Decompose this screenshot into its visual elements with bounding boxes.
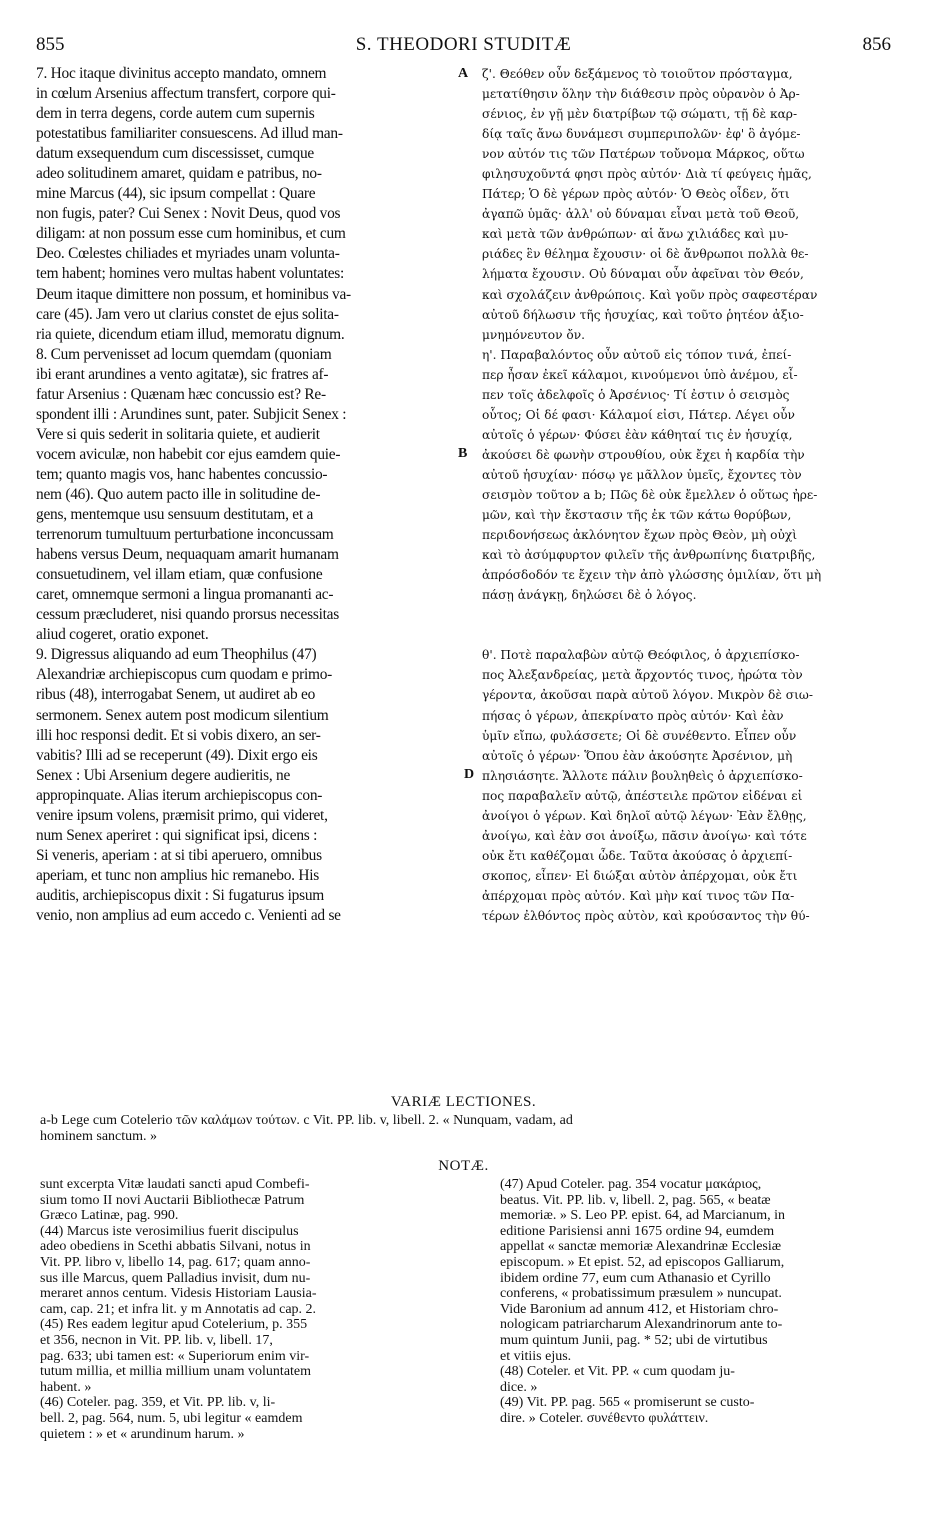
note-line: Græco Latinæ, pag. 990. — [40, 1208, 179, 1224]
latin-text-line: tem; quanto magis vos, hanc habentes concussio- — [36, 465, 328, 483]
note-line: (44) Marcus iste verosimilius fuerit discipulus — [40, 1223, 299, 1239]
note-line: et 356, necnon in Vit. PP. lib. v, libell. 17, — [40, 1332, 273, 1348]
note-line: bell. 2, pag. 564, num. 5, ubi legitur « eamdem — [40, 1410, 303, 1426]
note-line: mum quintum Junii, pag. * 52; ubi de virtutibus — [500, 1332, 768, 1348]
latin-text-line: dem in terra degens, corde autem cum supernis — [36, 105, 315, 123]
greek-text-line: νον αὐτόν τις τῶν Πατέρων τοὔνομα Μάρκος, οὕτω — [482, 147, 805, 162]
note-line: habent. » — [40, 1379, 92, 1395]
latin-text-line: datum exsequendum cum discessisset, cumque — [36, 145, 315, 163]
latin-text-line: Deo. Cœlestes chiliades et myriades unam volunta- — [36, 245, 340, 263]
greek-text-line: πλησιάσητε. Ἄλλοτε πάλιν βουληθεὶς ὁ ἀρχιεπίσκο- — [482, 768, 803, 783]
note-line: (48) Coteler. et Vit. PP. « cum quodam ju- — [500, 1364, 735, 1380]
note-line: editione Parisiensi anni 1675 ordine 94, eumdem — [500, 1223, 775, 1239]
note-line: et vitiis ejus. — [500, 1348, 572, 1364]
margin-marker-d: D — [464, 767, 475, 782]
greek-text-line: σεισμὸν τοῦτον a b; Πῶς δὲ οὐκ ἔμελλεν ὁ οὕτως ἠρε- — [482, 487, 818, 502]
latin-text-line: diligam: at non possum esse cum hominibus, et cum — [36, 225, 346, 243]
greek-text-line: ὑμῖν εἴπω, φυλάσσετε; Οἱ δὲ συνέθεντο. Εἶπεν οὖν — [482, 728, 797, 743]
greek-text-line: σένιος, ἐν γῇ μὲν διατρίβων τῷ σώματι, τῇ δὲ καρ- — [482, 107, 798, 122]
latin-text-line: sermonem. Senex autem post modicum silentium — [36, 706, 329, 724]
greek-text-line: καὶ μετὰ τῶν ἀνθρώπων· αἱ ἄνω χιλιάδες καὶ μυ- — [482, 227, 789, 242]
note-line: (49) Vit. PP. pag. 565 « promiserunt se custo- — [500, 1395, 755, 1411]
variae-lectiones — [40, 1113, 892, 1145]
greek-text-line: Πάτερ; Ὁ δὲ γέρων πρὸς αὐτόν· Ὁ Θεὸς οἶδεν, ὅτι — [482, 187, 790, 202]
latin-column — [36, 64, 454, 926]
greek-text-line: η'. Παραβαλόντος οὖν αὐτοῦ εἰς τόπον τινά, ἐπεί- — [482, 347, 792, 362]
latin-text-line: venio, non amplius ad eum accedo c. Venienti ad se — [36, 906, 341, 924]
margin-marker-b: B — [458, 446, 468, 461]
greek-text-line: πος Ἀλεξανδρείας, μετὰ ἄρχοντός τινος, ἠρώτα τὸν — [482, 668, 803, 683]
greek-text-line: φιλησυχοῦντά φησι πρὸς αὐτόν· Διὰ τί φεύγεις ἡμᾶς, — [482, 167, 812, 182]
note-line: (47) Apud Coteler. pag. 354 vocatur μακάριος, — [500, 1177, 762, 1192]
latin-text-line: caret, omnemque sermoni a lingua promananti ac- — [36, 586, 334, 604]
page-number-right: 856 — [862, 34, 891, 55]
latin-text-line: nem (46). Quo autem pacto ille in solitudine de- — [36, 485, 321, 503]
latin-text-line: 7. Hoc itaque divinitus accepto mandato, omnem — [36, 65, 327, 82]
greek-text-line: θ'. Ποτὲ παραλαβὼν αὐτῷ Θεόφιλος, ὁ ἀρχιεπίσκο- — [482, 648, 800, 663]
greek-text-line: πάσῃ ἀνάγκῃ, δηλώσει δὲ ὁ λόγος. — [482, 588, 697, 603]
note-line: adeo obediens in Scethi abbatis Silvani, notus in — [40, 1239, 311, 1255]
note-line: Vide Baronium ad annum 412, et Historiam chro- — [500, 1301, 779, 1317]
note-line: ibidem ordine 77, eum cum Athanasio et Cyrillo — [500, 1270, 771, 1286]
note-line: memoriæ. » S. Leo PP. epist. 64, ad Marcianum, in — [500, 1208, 786, 1224]
greek-text-line: οὐκ ἔτι καθέζομαι ὧδε. Ταῦτα ἀκούσας ὁ ἀρχιεπί- — [482, 848, 793, 863]
notae-title: NOTÆ. — [438, 1158, 489, 1174]
note-line: dice. » — [500, 1379, 538, 1395]
greek-text-line: πήσας ὁ γέρων, ἀπεκρίνατο πρὸς αὐτόν· Καὶ ἐὰν — [482, 708, 784, 723]
latin-text-line: non fugis, pater? Cui Senex : Novit Deus, quod vos — [36, 205, 341, 223]
greek-text-line: ἀνοίγω, καὶ ἐὰν σοι ἀνοίξω, πᾶσιν ἀνοίγω· καὶ τότε — [482, 828, 807, 843]
greek-text-line: ἀπέρχομαι πρὸς αὐτόν. Καὶ μὴν καί τινος τῶν Πα- — [482, 888, 795, 903]
latin-text-line: 9. Digressus aliquando ad eum Theophilus (47) — [36, 646, 317, 664]
latin-text-line: ria quiete, dicendum etiam illud, memoratu dignum. — [36, 325, 345, 343]
greek-text-line: αὐτοῖς ὁ γέρων· Ὅπου ἐὰν ἀκούσητε Ἀρσένιον, μὴ — [482, 748, 793, 763]
latin-text-line: venire ipsum volens, præmisit primo, qui videret, — [36, 806, 328, 824]
margin-marker-a: A — [458, 66, 469, 81]
variae-line: a-b Lege cum Cotelerio τῶν καλάμων τούτων. c Vit. PP. lib. v, libell. 2. « Nunquam, vadam, ad — [40, 1113, 573, 1128]
latin-text-line: Alexandriæ archiepiscopus cum quodam e primo- — [36, 666, 333, 684]
greek-text-line: καὶ σχολάζειν ἀνθρώποις. Καὶ γοῦν πρὸς σαφεστέραν — [482, 287, 818, 302]
latin-text-line: Si veneris, aperiam : at si tibi aperuero, omnibus — [36, 846, 322, 864]
greek-text-line: ἀγαπῶ ὑμᾶς· ἀλλ' οὐ δύναμαι εἶναι μετὰ τοῦ Θεοῦ, — [482, 207, 800, 222]
greek-text-line: λήματα ἔχουσιν. Οὐ δύναμαι οὖν ἀφεῖναι τὸν Θεόν, — [482, 267, 804, 282]
note-line: dire. » Coteler. συνέθεντο φυλάττειν. — [500, 1410, 709, 1426]
latin-text-line: potestatibus familiariter consuescens. Ad illud man- — [36, 125, 343, 143]
note-line: (45) Res eadem legitur apud Cotelerium, p. 355 — [40, 1317, 308, 1333]
latin-text-line: Senex : Ubi Arsenium degere audieritis, ne — [36, 766, 291, 784]
greek-text-line: ζ'. Θεόθεν οὖν δεξάμενος τὸ τοιοῦτον πρόσταγμα, — [482, 67, 793, 81]
greek-text-line: αὐτοῖς ὁ γέρων· Φύσει ἐὰν κάθηταί τις ἐν ἡσυχίᾳ, — [482, 427, 793, 442]
variae-line: hominem sanctum. » — [40, 1129, 158, 1144]
note-line: nologicam patriarcharum Alexandrinorum ante to- — [500, 1317, 783, 1333]
page-number-left: 855 — [36, 34, 65, 55]
latin-text-line: terrenorum tumultuum perturbatione inconcussam — [36, 526, 334, 544]
note-line: sus ille Marcus, quem Palladius invisit, dum nu- — [40, 1270, 311, 1286]
note-line: quietem : » et « arundinum harum. » — [40, 1426, 245, 1442]
greek-text-line: ἀκούσει δὲ φωνὴν στρουθίου, οὐκ ἔχει ἡ καρδία τὴν — [482, 447, 805, 462]
note-line: Vit. PP. libro v, libello 14, pag. 617; quam anno- — [40, 1254, 311, 1270]
latin-text-line: vabitis? Illi ad se receperunt (49). Dixit ergo eis — [36, 746, 318, 764]
greek-text-line: περιδονήσεως ἀκλόνητον ἔχων πρὸς Θεὸν, μὴ οὐχὶ — [482, 528, 798, 543]
latin-text-line: spondent illi : Arundines sunt, pater. Subjicit Senex : — [36, 405, 347, 423]
greek-text-line: αὐτοῦ ἡσυχίαν· πόσῳ γε μᾶλλον ὑμεῖς, ἔχοντες τὸν — [482, 467, 802, 482]
latin-text-line: Deum itaque dimittere non possum, et hominibus va- — [36, 285, 351, 303]
greek-text-line: ριάδες ἓν θέλημα ἔχουσιν· οἱ δὲ ἄνθρωποι πολλὰ θε- — [482, 247, 809, 262]
greek-text-line — [482, 625, 892, 645]
greek-text-line: γέροντα, ἀκοῦσαι παρὰ αὐτοῦ λόγον. Μικρὸν δὲ σιω- — [482, 688, 813, 703]
greek-text-line: περ ἦσαν ἐκεῖ κάλαμοι, κινούμενοι ὑπὸ ἀνέμου, εἶ- — [482, 367, 798, 382]
note-line: sunt excerpta Vitæ laudati sancti apud Combefi- — [40, 1177, 310, 1192]
notae-left-column — [40, 1177, 460, 1442]
note-line: pag. 633; ubi tamen est: « Superiorum enim vir- — [40, 1348, 310, 1364]
latin-text-line: 8. Cum pervenisset ad locum quemdam (quoniam — [36, 345, 332, 363]
note-line: (46) Coteler. pag. 359, et Vit. PP. lib. v, li- — [40, 1395, 276, 1411]
greek-text-line: πος παραβαλεῖν αὐτῷ, ἀπέστειλε πρῶτον εἰδέναι εἰ — [482, 788, 803, 803]
note-line: sium tomo II novi Auctarii Bibliothecæ Patrum — [40, 1192, 305, 1208]
greek-text-line: τέρων ἐλθόντος πρὸς αὐτὸν, καὶ κρούσαντος τὴν θύ- — [482, 908, 810, 923]
note-line: episcopum. » Et epist. 52, ad episcopos Galliarum, — [500, 1254, 785, 1270]
greek-text-line: αὐτοῦ δήλωσιν τῆς ἡσυχίας, καὶ τοῦτο ῥητέον ἀξιο- — [482, 307, 804, 322]
greek-text-line: ἀνοίγοι ὁ γέρων. Καὶ δηλοῖ αὐτῷ λέγων· Ἐὰν ἔλθῃς, — [482, 808, 807, 823]
greek-text-line: μῶν, καὶ τὴν ἔκστασιν τῆς ἐκ τῶν κάτω θορύβων, — [482, 508, 792, 523]
latin-text-line: auditis, archiepiscopus dixit : Si fugaturus ipsum — [36, 886, 325, 904]
latin-text-line: vocem aviculæ, non habebit cor ejus eamdem quie- — [36, 445, 341, 463]
greek-text-line: δίᾳ ταῖς ἄνω δυνάμεσι συμπεριπολῶν· ἐφ' ὃ ἀγόμε- — [482, 127, 801, 142]
greek-text-line: μετατίθησιν ὅλην τὴν διάθεσιν πρὸς οὐρανὸν ὁ Ἀρ- — [482, 87, 800, 102]
latin-text-line: tem habent; homines vero multas habent voluntates: — [36, 265, 345, 283]
variae-lectiones-title: VARIÆ LECTIONES. — [390, 1094, 537, 1110]
latin-text-line: ribus (48), interrogabat Senem, ut audiret ab eo — [36, 686, 316, 704]
latin-text-line: illi hoc responsi dedit. Et si vobis dixero, an ser- — [36, 726, 321, 744]
latin-text-line: Vere si quis sederit in solitaria quiete, et audierit — [36, 425, 320, 443]
latin-text-line: aperiam, et tunc non amplius hic remanebo. His — [36, 866, 319, 884]
latin-text-line: fatur Arsenius : Quænam hæc concussio est? Re- — [36, 385, 326, 403]
greek-text-line: οὗτος; Οἱ δέ φασι· Κάλαμοί εἰσι, Πάτερ. Λέγει οὖν — [482, 407, 795, 422]
note-line: meraret annos centum. Videsis Historiam Lausia- — [40, 1286, 317, 1302]
note-line: beatus. Vit. PP. lib. v, libell. 2, pag. 565, « beatæ — [500, 1192, 771, 1208]
latin-text-line: appropinquate. Alias iterum archiepiscopus con- — [36, 786, 323, 804]
page-header — [36, 34, 891, 60]
latin-text-line: care (45). Jam vero ut clarius constet de ejus solita- — [36, 305, 339, 323]
greek-text-line: ἀπρόσδοδόν τε ἔχειν τὴν ἀπὸ γλώσσης ὁμιλίαν, ὅτι μὴ — [482, 568, 822, 583]
greek-text-line: καὶ τὸ ἀσύμφυρτον φιλεῖν τῆς ἀνθρωπίνης διατριβῆς, — [482, 548, 816, 563]
latin-text-line: aliud cogeret, oratio exponet. — [36, 626, 209, 644]
greek-text-line: σκοπος, εἶπεν· Εἰ διώξαι αὐτὸν ἀπέρχομαι, οὐκ ἔτι — [482, 868, 798, 883]
latin-text-line: habens versus Deum, nequaquam amarit humanam — [36, 546, 339, 564]
greek-text-line — [482, 605, 892, 625]
note-line: conferens, « probatissimum præsulem » nuncupat. — [500, 1286, 782, 1302]
latin-text-line: num Senex aperiret : qui significat ipsi, dicens : — [36, 826, 318, 844]
notae-right-column — [500, 1177, 892, 1427]
greek-text-line: μνημόνευτον ὄν. — [482, 327, 586, 342]
greek-column — [482, 64, 892, 926]
latin-text-line: consuetudinem, vel illam etiam, quæ confusione — [36, 566, 323, 584]
note-line: cam, cap. 21; et infra lit. y m Annotatis ad cap. 2. — [40, 1301, 317, 1317]
note-line: tutum millia, et millia millium unam voluntatem — [40, 1364, 312, 1380]
latin-text-line: adeo solitudinem amaret, quidam e patribus, no- — [36, 165, 322, 183]
latin-text-line: mine Marcus (44), sic ipsum compellat : Quare — [36, 185, 316, 203]
note-line: appellat « sanctæ memoriæ Alexandrinæ Ecclesiæ — [500, 1239, 782, 1255]
latin-text-line: gens, mentemque usu sensuum destitutam, et a — [36, 506, 314, 524]
latin-text-line: ibi erant arundines a vento agitatæ), sic fratres af- — [36, 365, 329, 383]
greek-text-line: πεν τοῖς ἀδελφοῖς ὁ Ἀρσένιος· Τί ἐστιν ὁ σεισμὸς — [482, 387, 790, 402]
running-title: S. THEODORI STUDITÆ — [355, 34, 572, 55]
latin-text-line: cessum præcluderet, nisi quando prorsus necessitas — [36, 606, 339, 624]
latin-text-line: in cœlum Arsenius affectum transfert, corpore qui- — [36, 85, 336, 103]
